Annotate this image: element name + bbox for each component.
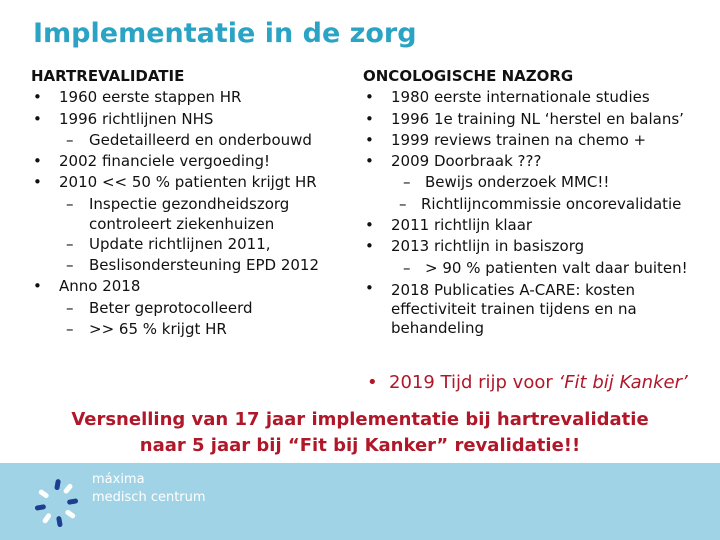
left-subitem: – Inspectie gezondheidszorg controleert ziekenhuizen — [31, 194, 329, 234]
left-heading: HARTREVALIDATIE — [31, 67, 185, 85]
maxima-logo-icon — [33, 479, 85, 531]
left-item: • Anno 2018 — [31, 276, 351, 297]
left-subitem: – Gedetailleerd en onderbouwd — [31, 130, 351, 151]
left-item: • 2010 << 50 % patienten krijgt HR — [31, 172, 351, 193]
footer-band — [0, 463, 720, 540]
right-item: • 2013 richtlijn in basiszorg — [363, 236, 713, 257]
right-item: • 1999 reviews trainen na chemo + — [363, 130, 713, 151]
right-column — [363, 66, 713, 338]
left-item: • 1960 eerste stappen HR — [31, 87, 351, 108]
conclusion-line-2: naar 5 jaar bij “Fit bij Kanker” revalidatie!! — [139, 435, 581, 456]
right-heading: ONCOLOGISCHE NAZORG — [363, 67, 574, 85]
right-item: • 2018 Publicaties A-CARE: kosten effectiviteit trainen tijdens en na behandeling — [363, 279, 691, 338]
logo-line-2: medisch centrum — [92, 490, 206, 505]
conclusion — [0, 381, 720, 459]
logo-line-1: máxima — [92, 472, 145, 487]
left-column — [31, 66, 351, 340]
left-item: • 1996 richtlijnen NHS — [31, 109, 351, 130]
logo-wordmark — [92, 471, 206, 507]
left-subitem: – Beslisondersteuning EPD 2012 — [31, 255, 351, 276]
right-subitem: – Richtlijncommissie oncorevalidatie — [363, 194, 713, 215]
left-subitem: – >> 65 % krijgt HR — [31, 319, 351, 340]
right-item: • 1980 eerste internationale studies — [363, 87, 713, 108]
highlight-prefix: 2019 Tijd rijp voor — [389, 372, 559, 393]
slide-title: Implementatie in de zorg — [33, 18, 417, 49]
bullet-icon: • — [367, 372, 378, 393]
right-subitem: – Bewijs onderzoek MMC!! — [363, 172, 713, 193]
right-item: • 1996 1e training NL ‘herstel en balans’ — [363, 109, 713, 130]
left-item: • 2002 financiele vergoeding! — [31, 151, 351, 172]
left-subitem: – Beter geprotocolleerd — [31, 298, 351, 319]
conclusion-line-1: Versnelling van 17 jaar implementatie bij hartrevalidatie — [71, 409, 649, 430]
right-item: • 2011 richtlijn klaar — [363, 215, 713, 236]
right-item: • 2009 Doorbraak ??? — [363, 151, 713, 172]
left-subitem: – Update richtlijnen 2011, — [31, 234, 351, 255]
right-subitem: – > 90 % patienten valt daar buiten! — [363, 258, 713, 279]
highlight-italic: ‘Fit bij Kanker’ — [558, 372, 688, 393]
